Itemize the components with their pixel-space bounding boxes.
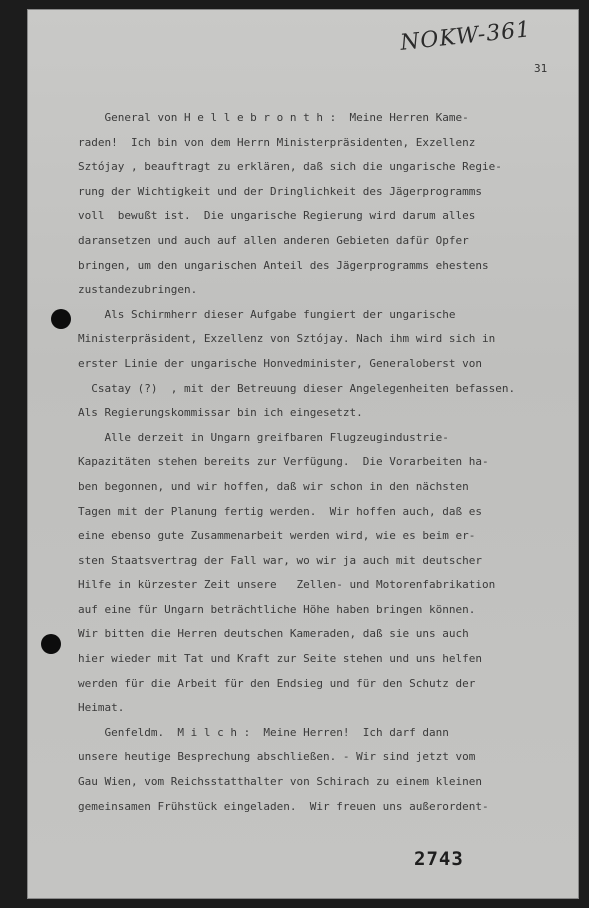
document-page — [28, 10, 578, 898]
text-line: Gau Wien, vom Reichsstatthalter von Schirach zu einem kleinen — [78, 775, 482, 789]
text-line: Als Regierungskommissar bin ich eingesetzt. — [78, 406, 363, 420]
text-line: Ministerpräsident, Exzellenz von Sztójay. Nach ihm wird sich in — [78, 332, 496, 346]
punch-hole — [41, 634, 61, 654]
text-line: Wir bitten die Herren deutschen Kameraden, daß sie uns auch — [78, 627, 469, 641]
text-line: Hilfe in kürzester Zeit unsere Zellen- und Motorenfabrikation — [78, 578, 496, 592]
text-line: voll bewußt ist. Die ungarische Regierung wird darum alles — [78, 209, 476, 223]
text-line: Als Schirmherr dieser Aufgabe fungiert der ungarische — [78, 307, 456, 321]
text-line: werden für die Arbeit für den Endsieg und für den Schutz der — [78, 676, 476, 690]
page-number: 31 — [534, 62, 548, 75]
text-line: General von H e l l e b r o n t h : Meine Herren Kame- — [78, 111, 469, 124]
text-line: eine ebenso gute Zusammenarbeit werden wird, wie es beim er- — [78, 529, 476, 543]
text-line: Tagen mit der Planung fertig werden. Wir hoffen auch, daß es — [78, 504, 482, 518]
text-line: erster Linie der ungarische Honvedminister, Generaloberst von — [78, 356, 482, 370]
text-line: zustandezubringen. — [78, 283, 198, 297]
text-line: Alle derzeit in Ungarn greifbaren Flugzeugindustrie- — [78, 430, 449, 444]
text-line: bringen, um den ungarischen Anteil des Jägerprogramms ehestens — [78, 258, 489, 272]
text-line: ben begonnen, und wir hoffen, daß wir schon in den nächsten — [78, 479, 469, 493]
text-line: unsere heutige Besprechung abschließen. - Wir sind jetzt vom — [78, 750, 476, 764]
text-line: sten Staatsvertrag der Fall war, wo wir ja auch mit deutscher — [78, 553, 482, 567]
transcript-text — [78, 106, 548, 819]
text-line: Genfeldm. M i l c h : Meine Herren! Ich darf dann — [78, 725, 449, 739]
archive-mark: NOKW-361 — [399, 17, 533, 56]
text-line: rung der Wichtigkeit und der Dringlichkeit des Jägerprogramms — [78, 184, 482, 198]
text-line: Sztójay , beauftragt zu erklären, daß sich die ungarische Regie- — [78, 160, 502, 174]
stamp-number: 2743 — [414, 848, 464, 870]
text-line: daransetzen und auch auf allen anderen Gebieten dafür Opfer — [78, 233, 469, 247]
text-line: raden! Ich bin von dem Herrn Ministerpräsidenten, Exzellenz — [78, 135, 476, 149]
text-line: auf eine für Ungarn beträchtliche Höhe haben bringen können. — [78, 602, 476, 616]
text-line: Kapazitäten stehen bereits zur Verfügung. Die Vorarbeiten ha- — [78, 455, 489, 469]
text-line: Csatay (?) , mit der Betreuung dieser Angelegenheiten befassen. — [78, 381, 516, 395]
text-line: hier wieder mit Tat und Kraft zur Seite stehen und uns helfen — [78, 652, 482, 666]
punch-hole — [51, 309, 71, 329]
text-line: Heimat. — [78, 701, 125, 715]
text-line: gemeinsamen Frühstück eingeladen. Wir freuen uns außerordent- — [78, 799, 489, 813]
